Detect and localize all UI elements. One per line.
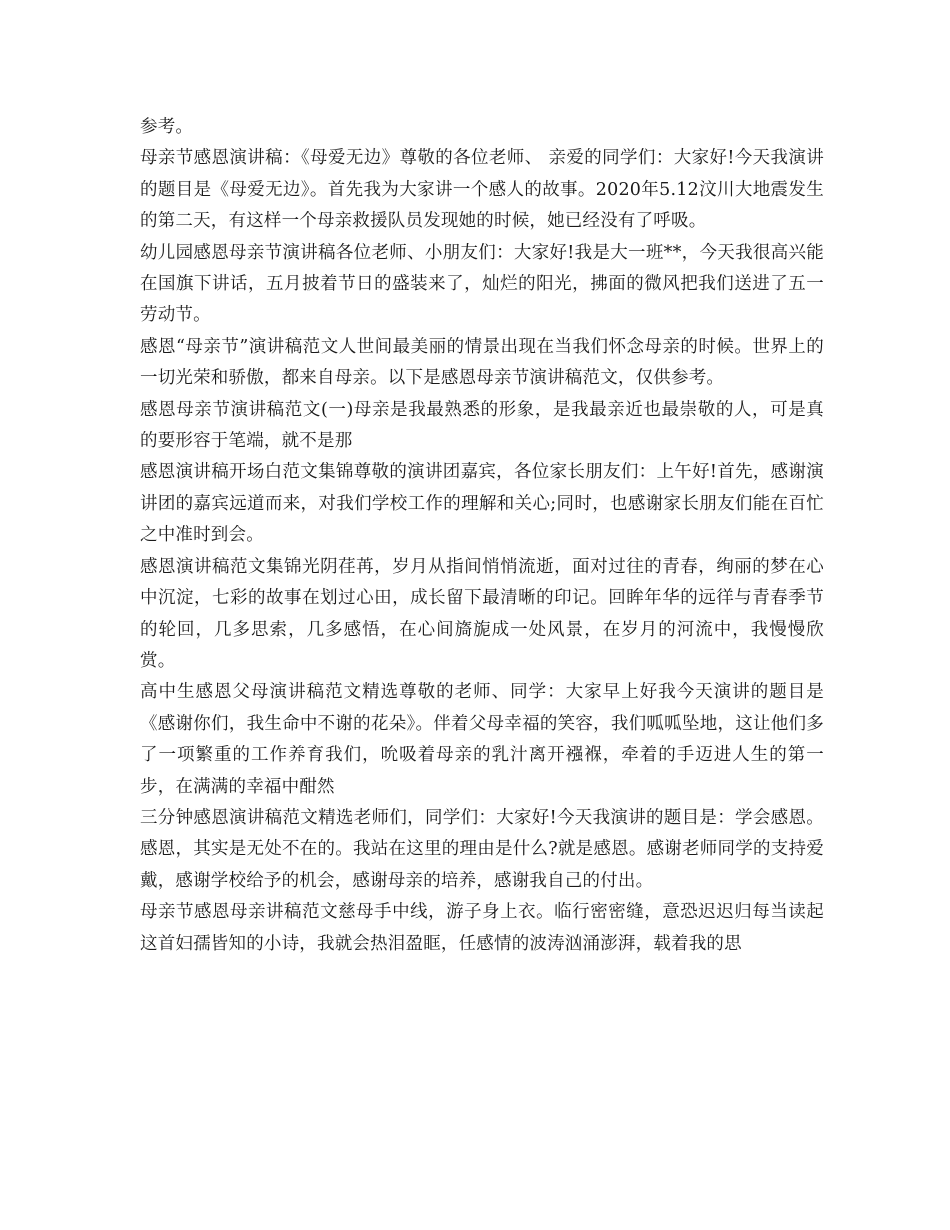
paragraph-5: 感恩母亲节演讲稿范文(一)母亲是我最熟悉的形象，是我最亲近也最崇敬的人，可是真的要形容于笔端，就不是那 <box>140 399 824 452</box>
paragraph-3: 幼儿园感恩母亲节演讲稿各位老师、小朋友们：大家好!我是大一班**，今天我很高兴能在国旗下讲话，五月披着节日的盛装来了，灿烂的阳光，拂面的微风把我们送进了五一劳动节。 <box>140 242 824 326</box>
paragraph-2: 母亲节感恩演讲稿：《母爱无边》尊敬的各位老师、 亲爱的同学们：大家好!今天我演讲的题目是《母爱无边》。首先我为大家讲一个感人的故事。2020年5.12汶川大地震发生的第二天，有这样一个母亲救援队员发现她的时候，她已经没有了呼吸。 <box>140 148 824 232</box>
paragraph-6: 感恩演讲稿开场白范文集锦尊敬的演讲团嘉宾，各位家长朋友们：上午好!首先，感谢演讲团的嘉宾远道而来，对我们学校工作的理解和关心;同时，也感谢家长朋友们能在百忙之中准时到会。 <box>140 462 824 546</box>
document-page <box>140 112 824 960</box>
paragraph-8: 高中生感恩父母演讲稿范文精选尊敬的老师、同学：大家早上好我今天演讲的题目是《感谢你们，我生命中不谢的花朵》。伴着父母幸福的笑容，我们呱呱坠地，这让他们多了一项繁重的工作养育我们，吮吸着母亲的乳汁离开襁褓，牵着的手迈进人生的第一步，在满满的幸福中酣然 <box>140 682 824 797</box>
paragraph-4: 感恩“母亲节”演讲稿范文人世间最美丽的情景出现在当我们怀念母亲的时候。世界上的一切光荣和骄傲，都来自母亲。以下是感恩母亲节演讲稿范文，仅供参考。 <box>140 336 824 389</box>
paragraph-7: 感恩演讲稿范文集锦光阴荏苒，岁月从指间悄悄流逝，面对过往的青春，绚丽的梦在心中沉淀，七彩的故事在划过心田，成长留下最清晰的印记。回眸年华的远徉与青春季节的轮回，几多思索，几多感悟，在心间旖旎成一处风景，在岁月的河流中，我慢慢欣赏。 <box>140 556 824 671</box>
paragraph-10: 母亲节感恩母亲讲稿范文慈母手中线，游子身上衣。临行密密缝，意恐迟迟归每当读起这首妇孺皆知的小诗，我就会热泪盈眶，任感情的波涛汹涌澎湃，载着我的思 <box>140 902 824 954</box>
paragraph-1: 参考。 <box>140 117 194 137</box>
paragraph-9: 三分钟感恩演讲稿范文精选老师们，同学们：大家好!今天我演讲的题目是：学会感恩。感恩，其实是无处不在的。我站在这里的理由是什么?就是感恩。感谢老师同学的支持爱戴，感谢学校给予的机会，感谢母亲的培养，感谢我自己的付出。 <box>140 807 824 891</box>
